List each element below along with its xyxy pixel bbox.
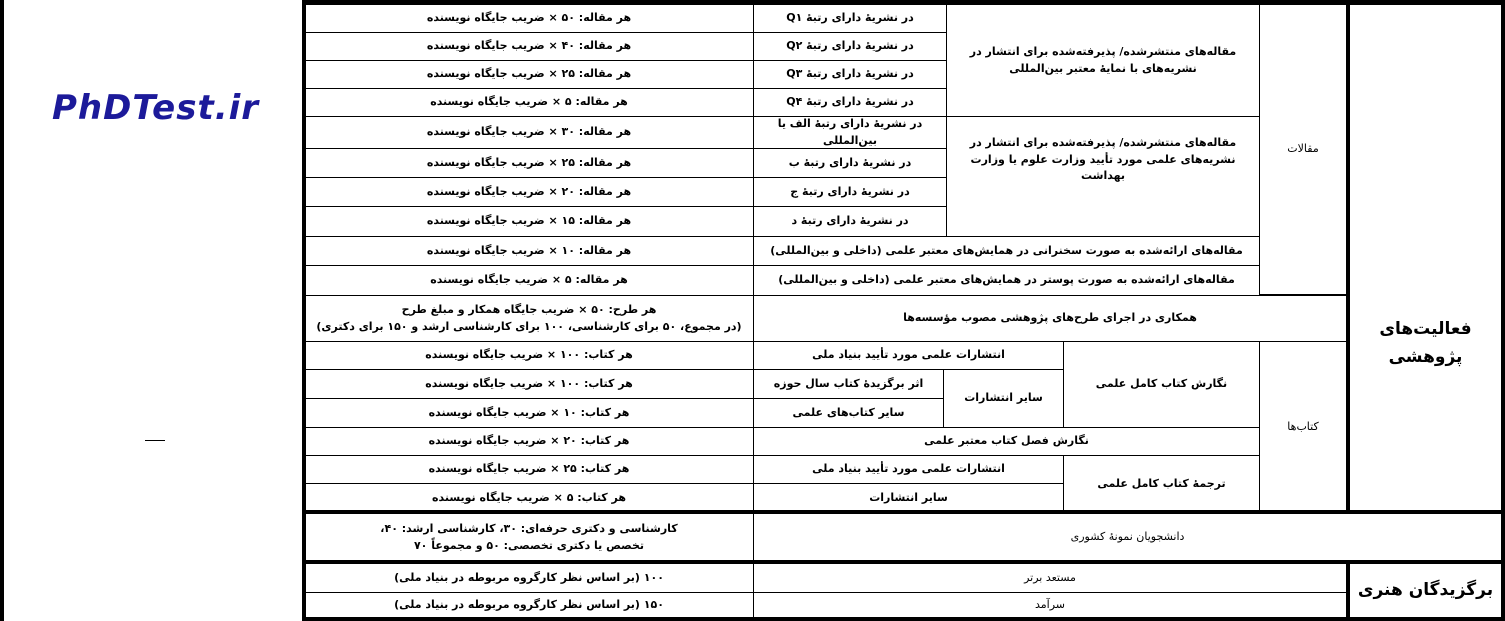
model-students-score: کارشناسی و دکتری حرفه‌ای: ۳۰، کارشناسی ارشد: ۴۰، تخصص یا دکتری تخصصی: ۵۰ و مجموعاً ۷۰	[304, 513, 754, 562]
book-authoring-national: انتشارات علمی مورد تأیید بنیاد ملی	[753, 341, 1064, 370]
score-art-talent: ۱۰۰ (بر اساس نظر کارگروه مربوطه در بنیاد ملی)	[304, 563, 754, 593]
rank-jim: در نشریهٔ دارای رتبهٔ ج	[753, 177, 947, 207]
score-translation-other: هر کتاب: ۵ × ضریب جایگاه نویسنده	[304, 483, 754, 513]
section-title-research-text: فعالیت‌های پژوهشی	[1379, 319, 1472, 367]
score-conference-poster: هر مقاله: ۵ × ضریب جایگاه نویسنده	[304, 265, 754, 296]
book-translation: ترجمهٔ کتاب کامل علمی	[1063, 455, 1260, 513]
score-be: هر مقاله: ۲۵ × ضریب جایگاه نویسنده	[304, 148, 754, 178]
score-book-year-winner: هر کتاب: ۱۰۰ × ضریب جایگاه نویسنده	[304, 369, 754, 399]
score-alef: هر مقاله: ۳۰ × ضریب جایگاه نویسنده	[304, 116, 754, 149]
score-q3: هر مقاله: ۲۵ × ضریب جایگاه نویسنده	[304, 60, 754, 89]
score-q1: هر مقاله: ۵۰ × ضریب جایگاه نویسنده	[304, 4, 754, 33]
score-book-national: هر کتاب: ۱۰۰ × ضریب جایگاه نویسنده	[304, 341, 754, 370]
empty-value-dash	[145, 440, 165, 441]
section-title-art-winners: برگزیدگان هنری	[1346, 563, 1505, 621]
logo-watermark: PhDTest.ir	[52, 88, 260, 128]
category-books: کتاب‌ها	[1259, 341, 1347, 513]
conference-oral: مقاله‌های ارائه‌شده به صورت سخنرانی در همایش‌های معتبر علمی (داخلی و بین‌المللی)	[753, 236, 1260, 266]
score-q4: هر مقاله: ۵ × ضریب جایگاه نویسنده	[304, 88, 754, 117]
category-articles	[1259, 4, 1347, 295]
table-left-border	[302, 0, 306, 621]
rank-q2: در نشریهٔ دارای رتبهٔ Q۲	[753, 32, 947, 61]
score-q2: هر مقاله: ۴۰ × ضریب جایگاه نویسنده	[304, 32, 754, 61]
domestic-description: مقاله‌های منتشرشده/ پذیرفته‌شده برای انتشار در نشریه‌های علمی مورد تأیید وزارت علوم یا وزارت بهداشت	[946, 116, 1260, 237]
conference-poster: مقاله‌های ارائه‌شده به صورت پوستر در همایش‌های معتبر علمی (داخلی و بین‌المللی)	[753, 265, 1260, 296]
score-book-chapter: هر کتاب: ۲۰ × ضریب جایگاه نویسنده	[304, 427, 754, 456]
projects-score: هر طرح: ۵۰ × ضریب جایگاه همکار و مبلغ طرح (در مجموع، ۵۰ برای کارشناسی، ۱۰۰ برای کارشناسی ارشد و ۱۵۰ برای دکتری)	[304, 295, 754, 342]
art-talent: مستعد برتر	[753, 563, 1347, 593]
translation-national: انتشارات علمی مورد تأیید بنیاد ملی	[753, 455, 1064, 484]
score-art-elite: ۱۵۰ (بر اساس نظر کارگروه مربوطه در بنیاد ملی)	[304, 592, 754, 621]
rank-dal: در نشریهٔ دارای رتبهٔ د	[753, 206, 947, 237]
projects-description: همکاری در اجرای طرح‌های پژوهشی مصوب مؤسسه‌ها	[753, 295, 1347, 342]
category-articles-label: مقالات	[1287, 142, 1319, 156]
translation-other: سایر انتشارات	[753, 483, 1064, 513]
rank-q4: در نشریهٔ دارای رتبهٔ Q۴	[753, 88, 947, 117]
book-year-winner: اثر برگزیدهٔ کتاب سال حوزه	[753, 369, 944, 399]
rank-alef: در نشریهٔ دارای رتبهٔ الف یا بین‌المللی	[753, 116, 947, 149]
book-other-scientific: سایر کتاب‌های علمی	[753, 398, 944, 428]
score-book-other: هر کتاب: ۱۰ × ضریب جایگاه نویسنده	[304, 398, 754, 428]
score-conference-oral: هر مقاله: ۱۰ × ضریب جایگاه نویسنده	[304, 236, 754, 266]
rank-be: در نشریهٔ دارای رتبهٔ ب	[753, 148, 947, 178]
book-other-publishers: سایر انتشارات	[943, 369, 1064, 428]
international-description: مقاله‌های منتشرشده/ پذیرفته‌شده برای انتشار در نشریه‌های با نمایهٔ معتبر بین‌المللی	[946, 4, 1260, 117]
book-chapter: نگارش فصل کتاب معتبر علمی	[753, 427, 1260, 456]
score-translation-national: هر کتاب: ۲۵ × ضریب جایگاه نویسنده	[304, 455, 754, 484]
art-elite: سرآمد	[753, 592, 1347, 621]
rank-q3: در نشریهٔ دارای رتبهٔ Q۳	[753, 60, 947, 89]
score-dal: هر مقاله: ۱۵ × ضریب جایگاه نویسنده	[304, 206, 754, 237]
model-students-label: دانشجویان نمونهٔ کشوری	[753, 513, 1505, 562]
score-jim: هر مقاله: ۲۰ × ضریب جایگاه نویسنده	[304, 177, 754, 207]
rank-q1: در نشریهٔ دارای رتبهٔ Q۱	[753, 4, 947, 33]
section-title-research	[1346, 4, 1505, 512]
book-authoring: نگارش کتاب کامل علمی	[1063, 341, 1260, 428]
